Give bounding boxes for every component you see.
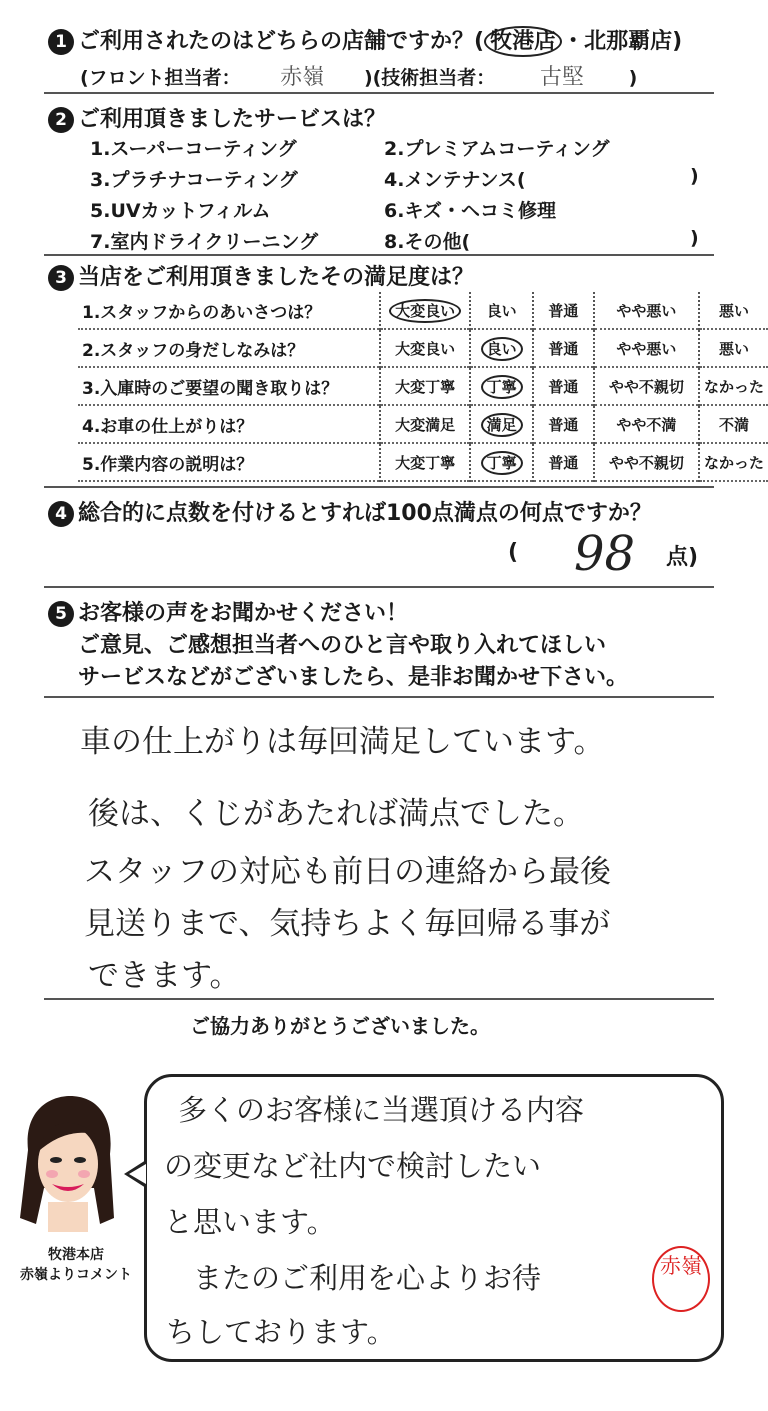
- question-3-text: 当店をご利用頂きましたその満足度は？: [78, 265, 475, 290]
- satisfaction-option: やや悪い: [616, 339, 677, 358]
- score-unit: 点): [666, 545, 699, 570]
- thanks-message: ご協力ありがとうございました。: [190, 1014, 490, 1038]
- satisfaction-option-selected: 丁寧: [481, 375, 523, 399]
- question-5-text: お客様の声をお聞かせください！: [78, 601, 409, 626]
- question-5-subtext: ご意見、ご感想担当者へのひと言や取り入れてほしい: [78, 633, 607, 658]
- service-item: 1.スーパーコーティング: [90, 138, 297, 160]
- satisfaction-option-cell: [470, 443, 532, 481]
- tech-staff-value: 古堅: [539, 65, 584, 90]
- satisfaction-option: なかった: [703, 377, 764, 396]
- question-2: [48, 102, 386, 133]
- avatar: [14, 1092, 122, 1236]
- satisfaction-row-label: 3.入庫時のご要望の聞き取りは？: [82, 378, 339, 399]
- tech-staff-close: ): [628, 67, 638, 89]
- service-item: 2.プレミアムコーティング: [384, 138, 610, 160]
- satisfaction-option-cell: [699, 405, 768, 443]
- satisfaction-option-cell: [699, 443, 768, 481]
- staff-row: [80, 60, 637, 91]
- service-paren-close: ): [690, 227, 699, 249]
- store-other: 北那覇店: [584, 29, 673, 54]
- question-5-subtext: サービスなどがございましたら、是非お聞かせ下さい。: [78, 665, 629, 690]
- answer-line: 見送りまで、気持ちよく毎回帰る事が: [84, 906, 611, 942]
- satisfaction-option-cell: [533, 329, 594, 367]
- tech-staff-label: )(技術担当者：: [363, 67, 496, 89]
- satisfaction-option-cell: [380, 405, 471, 443]
- score-value: 98: [574, 526, 636, 582]
- name-stamp: [652, 1246, 710, 1312]
- satisfaction-option-cell: [533, 443, 594, 481]
- divider: [44, 92, 714, 94]
- satisfaction-option: 大変丁寧: [395, 453, 456, 472]
- question-4-text: 総合的に点数を付けるとすれば100点満点の何点ですか？: [78, 501, 652, 526]
- satisfaction-option: やや不親切: [608, 377, 684, 396]
- service-item: 6.キズ・ヘコミ修理: [384, 200, 557, 222]
- satisfaction-option-cell: [380, 367, 471, 405]
- front-staff-value: 赤嶺: [280, 65, 325, 90]
- staff-avatar-icon: [14, 1092, 122, 1232]
- service-item: 3.プラチナコーティング: [90, 169, 298, 191]
- satisfaction-option: なかった: [703, 453, 764, 472]
- staff-caption-store: 牧港本店: [48, 1247, 104, 1263]
- store-selected: 牧港店: [484, 26, 562, 57]
- comment-line: またのご利用を心よりお待: [164, 1261, 542, 1295]
- answer-line: 後は、くじがあたれば満点でした。: [88, 796, 584, 832]
- satisfaction-option: 大変良い: [395, 339, 456, 358]
- satisfaction-option-cell: [470, 329, 532, 367]
- satisfaction-option: 普通: [548, 301, 579, 320]
- question-number-badge: 1: [48, 29, 74, 55]
- satisfaction-option: 良い: [486, 301, 517, 320]
- divider: [44, 486, 714, 488]
- score-open-paren: (: [508, 540, 519, 565]
- satisfaction-option-cell: [594, 329, 699, 367]
- satisfaction-row: [78, 367, 768, 405]
- satisfaction-option-cell: [533, 367, 594, 405]
- satisfaction-option-cell: [380, 329, 471, 367]
- satisfaction-option-cell: [470, 367, 532, 405]
- comment-line: の変更など社内で検討したい: [164, 1149, 542, 1183]
- staff-caption: [18, 1244, 134, 1284]
- answer-line: スタッフの対応も前日の連絡から最後: [84, 854, 611, 890]
- question-2-text: ご利用頂きましたサービスは？: [78, 107, 387, 132]
- satisfaction-option-cell: [699, 292, 768, 329]
- comment-line: ちしております。: [166, 1315, 396, 1349]
- satisfaction-option-cell: [470, 292, 532, 329]
- satisfaction-option: やや悪い: [616, 301, 677, 320]
- satisfaction-option: 普通: [548, 377, 579, 396]
- satisfaction-row: [78, 405, 768, 443]
- staff-caption-name: 赤嶺よりコメント: [20, 1267, 132, 1283]
- front-staff-label: (フロント担当者：: [80, 67, 241, 89]
- comment-line: と思います。: [164, 1205, 336, 1239]
- satisfaction-option-cell: [594, 367, 699, 405]
- question-1-close: ): [672, 29, 683, 54]
- satisfaction-option-selected: 大変良い: [389, 299, 461, 323]
- answer-line: できます。: [88, 958, 241, 994]
- satisfaction-row-label: 1.スタッフからのあいさつは？: [82, 302, 322, 323]
- question-number-badge: 4: [48, 501, 74, 527]
- satisfaction-option-cell: [380, 443, 471, 481]
- comment-line: 多くのお客様に当選頂ける内容: [178, 1093, 585, 1127]
- satisfaction-option: 大変丁寧: [395, 377, 456, 396]
- satisfaction-row: [78, 443, 768, 481]
- satisfaction-option: 普通: [548, 339, 579, 358]
- satisfaction-option-selected: 丁寧: [481, 451, 523, 475]
- question-4: [48, 496, 652, 527]
- service-paren-close: ): [690, 165, 699, 187]
- store-separator: ・: [562, 29, 585, 54]
- answer-line: 車の仕上がりは毎回満足しています。: [80, 724, 605, 760]
- divider: [44, 586, 714, 588]
- service-item: 7.室内ドライクリーニング: [90, 231, 319, 253]
- satisfaction-option: 悪い: [718, 301, 749, 320]
- satisfaction-option-cell: [470, 405, 532, 443]
- divider: [44, 696, 714, 698]
- service-item: 5.UVカットフィルム: [90, 200, 271, 222]
- service-item: 4.メンテナンス(: [384, 169, 526, 191]
- satisfaction-option-cell: [699, 367, 768, 405]
- question-3: [48, 260, 474, 291]
- satisfaction-option: 普通: [548, 415, 579, 434]
- satisfaction-option: 悪い: [718, 339, 749, 358]
- satisfaction-option-cell: [594, 405, 699, 443]
- divider: [44, 998, 714, 1000]
- satisfaction-option-cell: [533, 292, 594, 329]
- satisfaction-row-label: 5.作業内容の説明は？: [82, 454, 254, 475]
- satisfaction-option: 不満: [718, 415, 749, 434]
- satisfaction-row-label: 2.スタッフの身だしなみは？: [82, 340, 305, 361]
- satisfaction-option-cell: [594, 443, 699, 481]
- satisfaction-option: 大変満足: [395, 415, 456, 434]
- satisfaction-row: [78, 292, 768, 329]
- satisfaction-option-cell: [699, 329, 768, 367]
- question-1-text: ご利用されたのはどちらの店舗ですか？(: [78, 29, 485, 54]
- satisfaction-option-cell: [594, 292, 699, 329]
- satisfaction-option-selected: 満足: [481, 413, 523, 437]
- question-number-badge: 5: [48, 601, 74, 627]
- satisfaction-row-label: 4.お車の仕上がりは？: [82, 416, 254, 437]
- speech-bubble-tail-inner: [129, 1164, 146, 1184]
- satisfaction-table: [78, 292, 768, 482]
- satisfaction-option-cell: [380, 292, 471, 329]
- satisfaction-option-selected: 良い: [481, 337, 523, 361]
- question-number-badge: 3: [48, 265, 74, 291]
- satisfaction-option: やや不親切: [608, 453, 684, 472]
- divider: [44, 254, 714, 256]
- satisfaction-row: [78, 329, 768, 367]
- stamp-text: 赤嶺: [660, 1254, 702, 1278]
- satisfaction-option-cell: [533, 405, 594, 443]
- question-5: [48, 596, 408, 627]
- satisfaction-option: 普通: [548, 453, 579, 472]
- service-item: 8.その他(: [384, 231, 471, 253]
- question-number-badge: 2: [48, 107, 74, 133]
- satisfaction-option: やや不満: [616, 415, 677, 434]
- question-1: [48, 24, 682, 55]
